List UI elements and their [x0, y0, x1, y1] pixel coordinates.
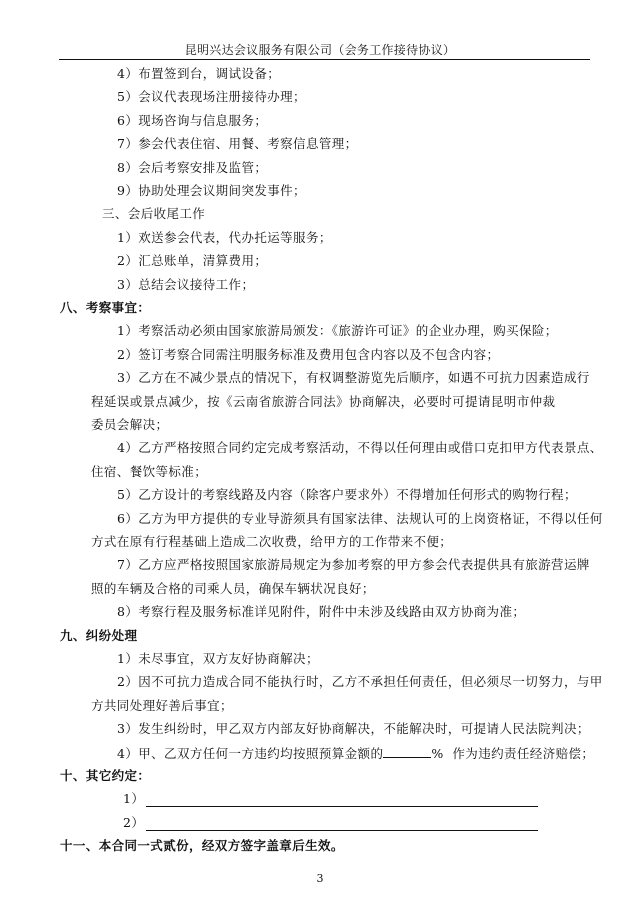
list-item-continuation: 方共同处理好善后事宜；	[91, 697, 233, 713]
list-item-continuation: 照的车辆及合格的司乘人员，确保车辆状况良好；	[91, 580, 375, 596]
list-item: 8）考察行程及服务标准详见附件，附件中未涉及线路由双方协商为准；	[117, 604, 526, 620]
list-item: 2）签订考察合同需注明服务标准及费用包含内容以及不包含内容；	[117, 346, 500, 362]
penalty-clause-tail: 作为违约责任经济赔偿；	[452, 745, 595, 761]
blank-line-1	[146, 806, 538, 807]
list-item-continuation: 程延误或景点减少，按《云南省旅游合同法》协商解决，必要时可提请昆明市仲裁	[91, 393, 556, 409]
list-item: 5）乙方设计的考察线路及内容（除客户要求外）不得增加任何形式的购物行程；	[117, 487, 577, 503]
list-item: 1）未尽事宜，双方友好协商解决；	[117, 651, 319, 666]
list-item-continuation: 委员会解决；	[91, 417, 169, 432]
section-heading: 十、其它约定：	[60, 768, 151, 783]
list-item: 5）会议代表现场注册接待办理；	[117, 89, 306, 105]
blank-item-2-label: 2）	[123, 814, 145, 830]
penalty-clause-text: 4）甲、乙双方任何一方违约均按照预算金额的	[117, 745, 384, 761]
percent-sign: %	[431, 745, 444, 761]
section-heading: 八、考察事宜：	[60, 300, 151, 315]
page-header-title: 昆明兴达会议服务有限公司（会务工作接待协议）	[184, 43, 456, 57]
list-item: 7）乙方应严格按照国家旅游局规定为参加考察的甲方参会代表提供具有旅游营运牌	[117, 557, 590, 573]
list-item: 4）布置签到台，调试设备；	[117, 66, 281, 81]
subsection-heading: 三、会后收尾工作	[102, 206, 206, 222]
list-item	[117, 745, 594, 762]
list-item: 2）汇总账单，清算费用；	[117, 253, 268, 269]
list-item: 2）因不可抗力造成合同不能执行时，乙方不承担任何责任，但必须尽一切努力，与甲	[117, 674, 603, 690]
penalty-percent-blank	[383, 745, 431, 758]
list-item: 4）乙方严格按照合同约定完成考察活动，不得以任何理由或借口克扣甲方代表景点、	[117, 440, 603, 456]
list-item-continuation: 方式在原有行程基础上造成二次收费，给甲方的工作带来不便；	[91, 534, 453, 549]
blank-line-2	[146, 830, 538, 831]
list-item: 1）考察活动必须由国家旅游局颁发：《旅游许可证》的企业办理，购买保险；	[117, 323, 558, 339]
section-heading: 九、纠纷处理	[60, 627, 138, 643]
list-item: 3）乙方在不减少景点的情况下，有权调整游览先后顺序，如遇不可抗力因素造成行	[117, 370, 590, 386]
page-number: 3	[316, 872, 324, 885]
list-item: 7）参会代表住宿、用餐、考察信息管理；	[117, 136, 358, 152]
list-item: 1）欢送参会代表，代办托运等服务；	[117, 229, 332, 245]
list-item: 3）总结会议接待工作；	[117, 276, 255, 292]
blank-item-1-label: 1）	[123, 791, 145, 807]
header-rule	[59, 59, 590, 60]
list-item-continuation: 住宿、餐饮等标准；	[91, 463, 208, 479]
list-item: 8）会后考察安排及监管；	[117, 159, 268, 175]
list-item: 3）发生纠纷时，甲乙双方内部友好协商解决，不能解决时，可提请人民法院判决；	[117, 721, 590, 737]
closing-clause: 十一、本合同一式贰份，经双方签字盖章后生效。	[60, 838, 344, 854]
list-item: 6）现场咨询与信息服务；	[117, 112, 268, 128]
list-item: 6）乙方为甲方提供的专业导游须具有国家法律、法规认可的上岗资格证，不得以任何	[117, 510, 603, 526]
list-item: 9）协助处理会议期间突发事件；	[117, 183, 306, 198]
